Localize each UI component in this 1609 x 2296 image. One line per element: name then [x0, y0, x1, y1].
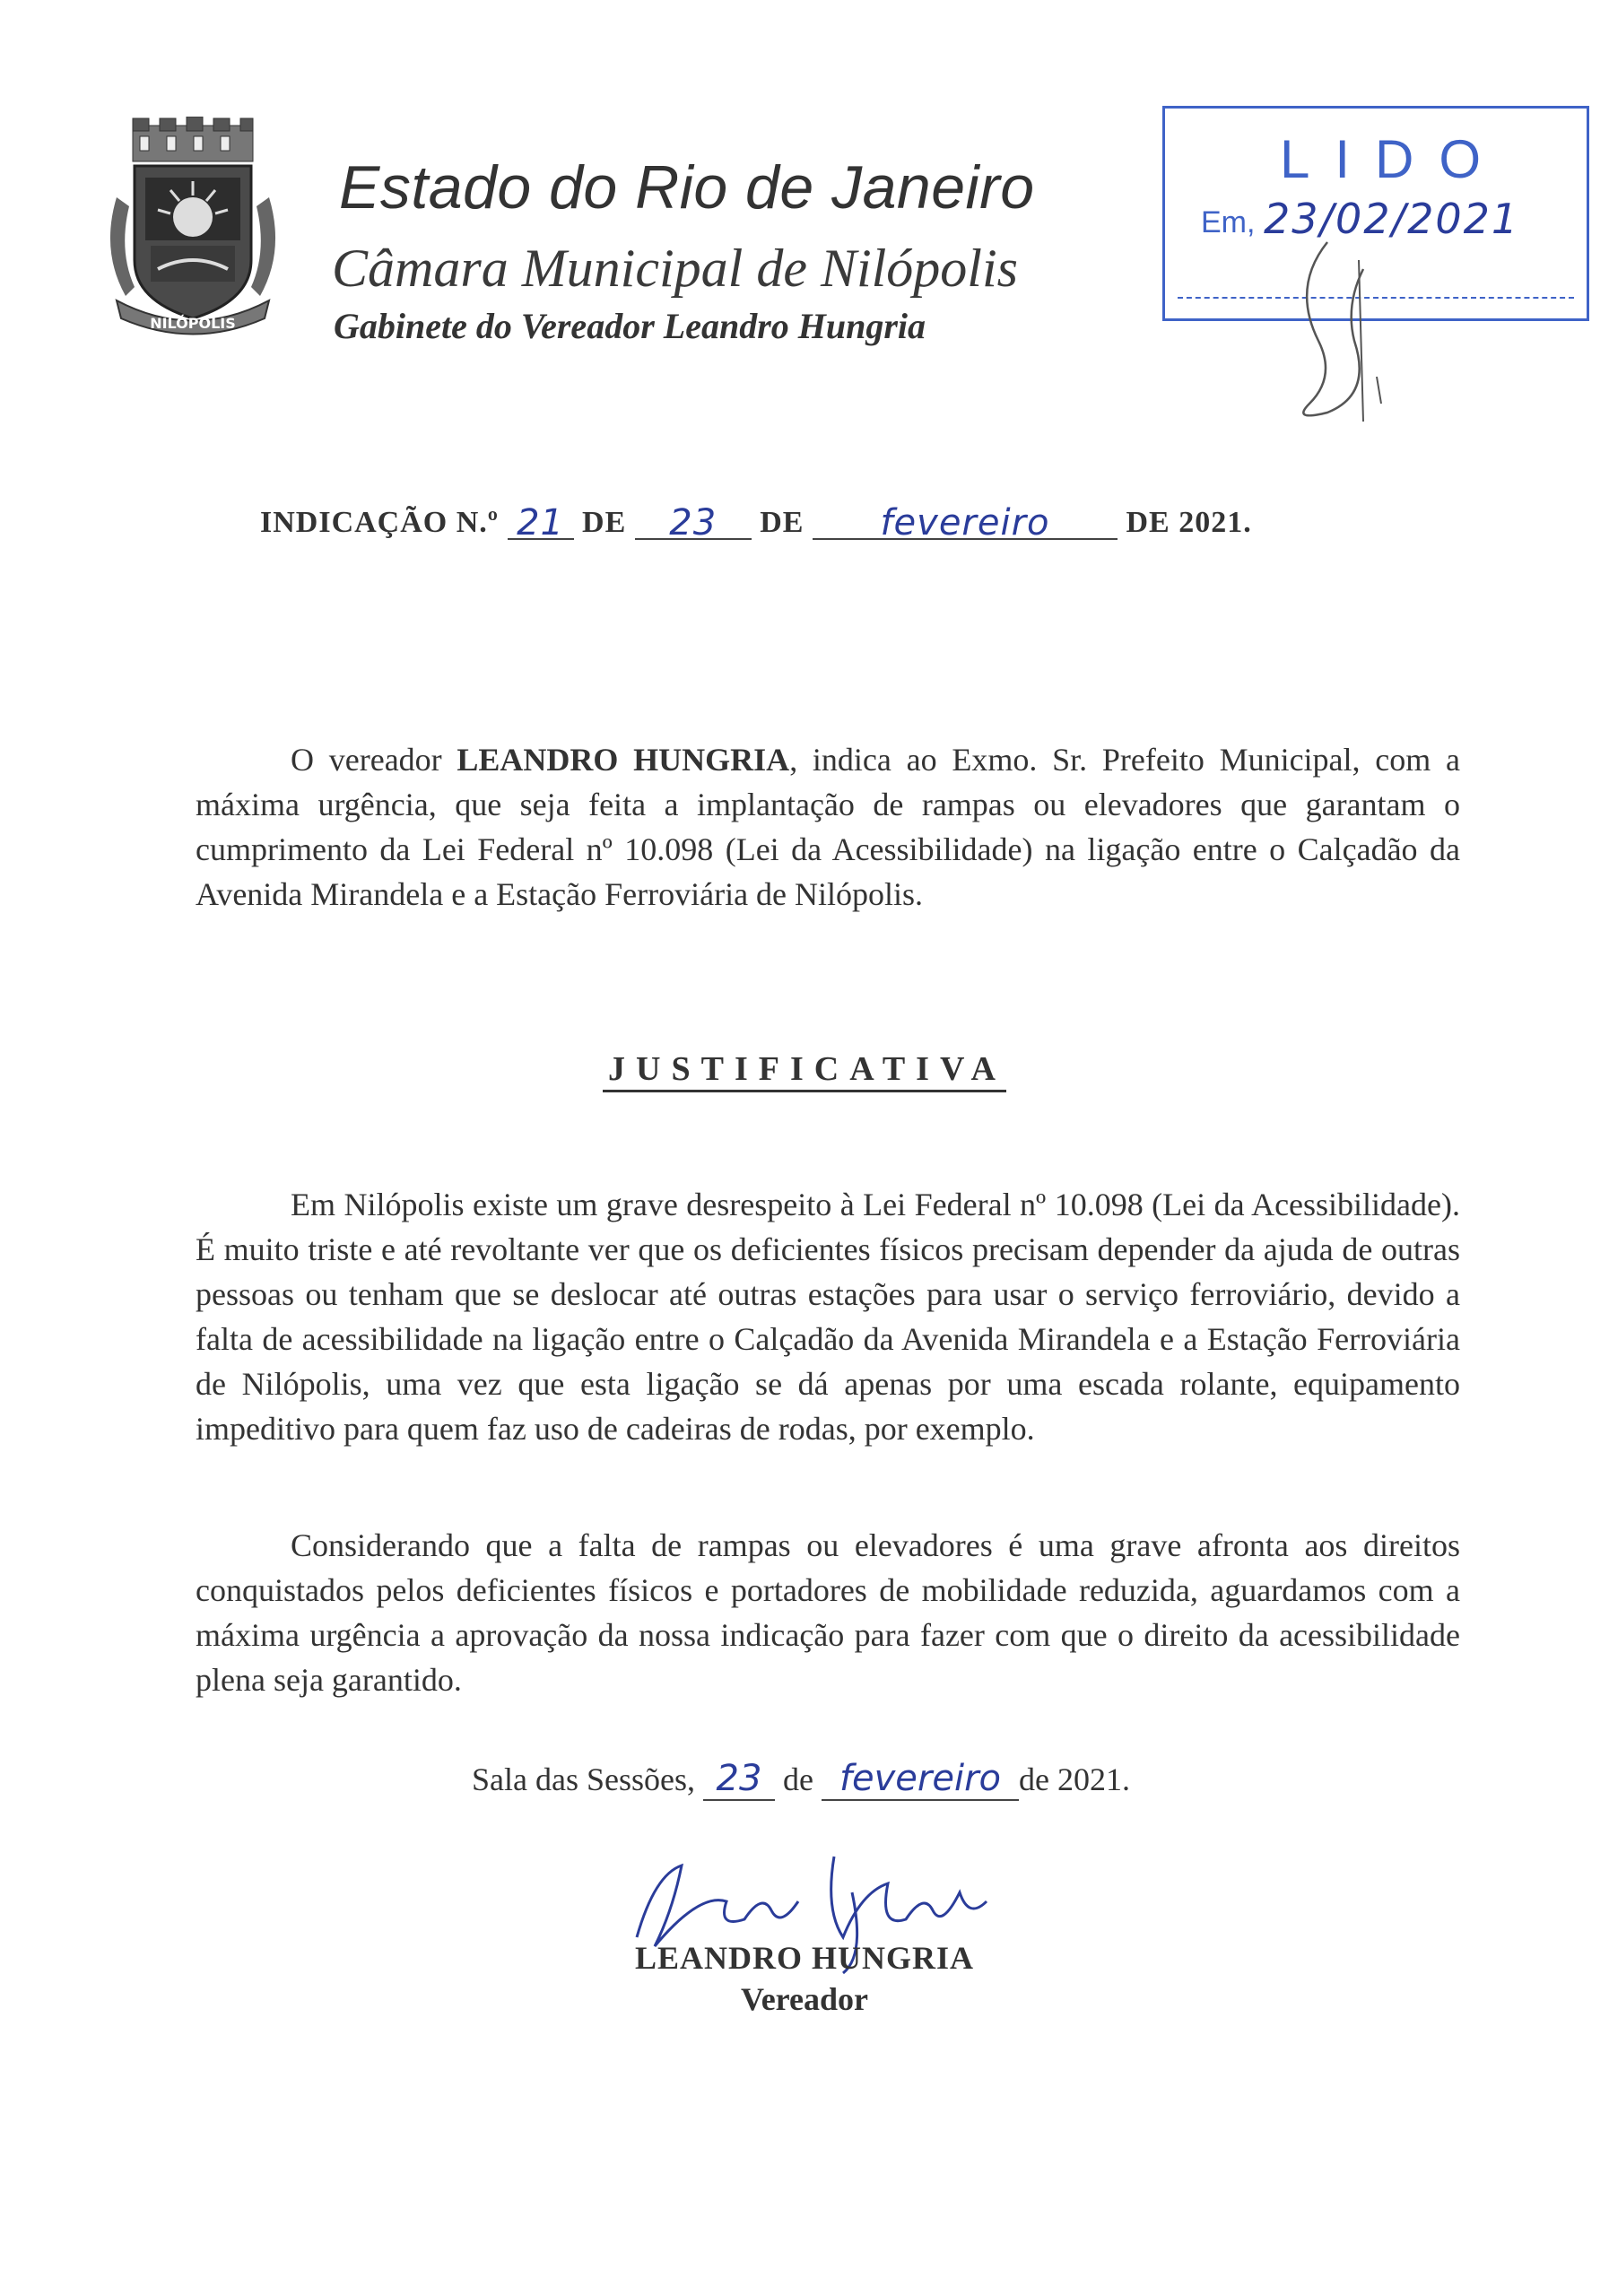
- indicacao-de-1: DE: [582, 506, 627, 539]
- councilman-name: LEANDRO HUNGRIA: [457, 742, 790, 778]
- justificativa-heading-row: [0, 1049, 1609, 1089]
- justificativa-heading: JUSTIFICATIVA: [603, 1050, 1006, 1092]
- intro-text-2: , indica ao Exmo. Sr. Prefeito Municipal, com a máxima urgência, que seja feita a implantação de rampas ou elevadores que garantam o cumprimento da Lei Federal nº 10.098 (Lei da Acessibilidade) na ligação entre o Calçadão da Avenida Mirandela e a Estação Ferroviária de Nilópolis.: [196, 742, 1460, 912]
- justificativa-text-1: Em Nilópolis existe um grave desrespeito à Lei Federal nº 10.098 (Lei da Acessibilidade). É muito triste e até revoltante ver que os deficientes físicos precisam depender da ajuda de outras pessoas ou tenham que se deslocar até outras estações para usar o serviço ferroviário, devido a falta de acessibilidade na ligação entre o Calçadão da Avenida Mirandela e a Estação Ferroviária de Nilópolis, uma vez que esta ligação se dá apenas por uma escada rolante, equipamento impeditivo para quem faz uso de cadeiras de rodas, por exemplo.: [196, 1187, 1460, 1447]
- indicacao-month: fevereiro: [880, 502, 1050, 544]
- indicacao-month-field: [813, 502, 1118, 544]
- stamp-initials-icon: [1274, 233, 1408, 448]
- indicacao-de-2: DE: [760, 506, 804, 539]
- indicacao-line: [260, 502, 1252, 544]
- crest-ribbon-text: NILÓPOLIS: [150, 315, 236, 332]
- coat-of-arms-icon: [99, 117, 287, 341]
- justificativa-text-2: Considerando que a falta de rampas ou elevadores é uma grave afronta aos direitos conquistados pelos deficientes físicos e portadores de mobilidade reduzida, aguardamos com a máxima urgência a aprovação da nossa indicação para fazer com que o direito da acessibilidade plena seja garantido.: [196, 1527, 1460, 1698]
- signatory-name: LEANDRO HUNGRIA: [634, 1940, 975, 1976]
- cabinet-heading: Gabinete do Vereador Leandro Hungria: [334, 306, 926, 346]
- justificativa-paragraph-2: [196, 1523, 1460, 1702]
- chamber-heading: Câmara Municipal de Nilópolis: [332, 239, 1018, 298]
- sala-prefix: Sala das Sessões,: [472, 1761, 695, 1797]
- indicacao-day-field: [635, 502, 752, 544]
- closing-month-field: [822, 1758, 1019, 1801]
- stamp-date: 23/02/2021: [1264, 195, 1520, 243]
- indicacao-number-field: [508, 502, 574, 544]
- indicacao-number: 21: [517, 502, 564, 544]
- closing-day: 23: [716, 1758, 762, 1799]
- signatory-role: Vereador: [741, 1981, 868, 2017]
- intro-paragraph: [196, 737, 1460, 917]
- state-heading: Estado do Rio de Janeiro: [339, 153, 1035, 222]
- closing-de: de: [782, 1761, 813, 1797]
- session-date-line: [472, 1758, 1130, 1801]
- indicacao-year: DE 2021.: [1126, 506, 1252, 539]
- indicacao-prefix: INDICAÇÃO N.º: [260, 506, 500, 539]
- indicacao-day: 23: [669, 502, 718, 544]
- stamp-em-label: Em,: [1201, 205, 1256, 239]
- closing-month: fevereiro: [839, 1758, 1001, 1799]
- closing-year: de 2021.: [1018, 1761, 1130, 1797]
- closing-day-field: [703, 1758, 775, 1801]
- intro-text-1: O vereador: [291, 742, 442, 778]
- justificativa-paragraph-1: [196, 1182, 1460, 1451]
- stamp-label: LIDO: [1280, 129, 1507, 189]
